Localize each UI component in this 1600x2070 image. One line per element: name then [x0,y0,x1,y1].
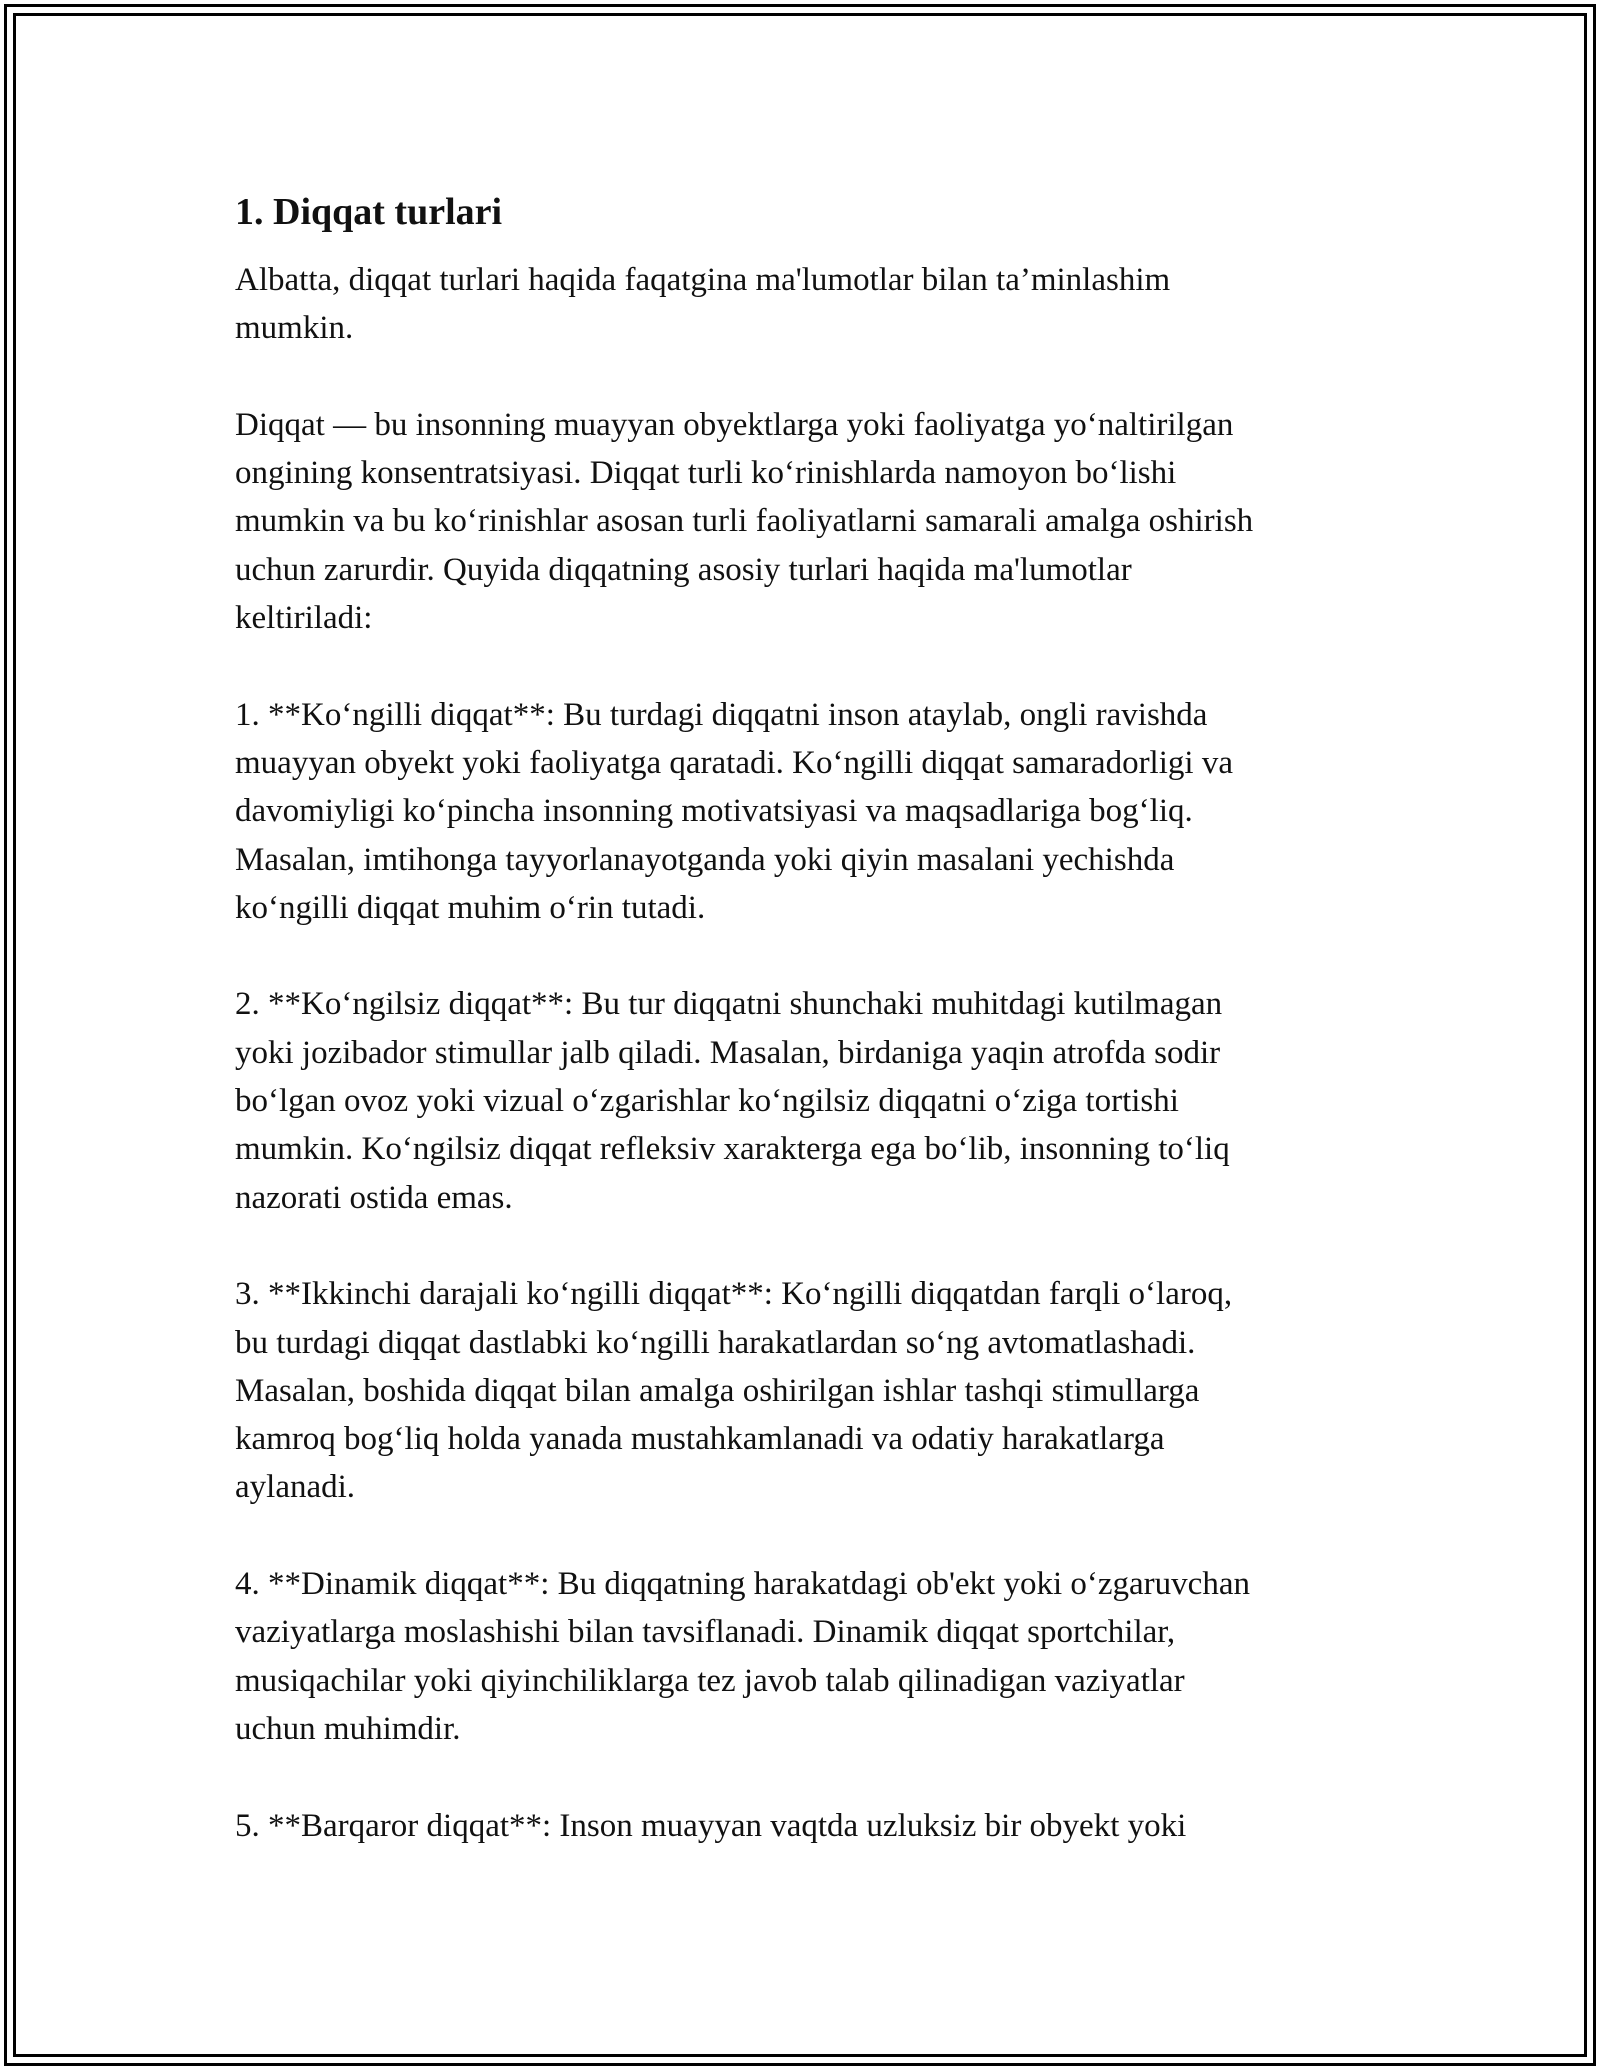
paragraph-line: bo‘lgan ovoz yoki vizual o‘zgarishlar ko‘ngilsiz diqqatni o‘ziga tortishi [235,1083,1179,1120]
list-item-secondary-voluntary-attention [235,1270,1375,1511]
paragraph-line: mumkin. [235,310,354,347]
paragraph-line: Albatta, diqqat turlari haqida faqatgina ma'lumotlar bilan ta’minlashim [235,262,1171,298]
paragraph-line: yoki jozibador stimullar jalb qiladi. Masalan, birdaniga yaqin atrofda sodir [235,1034,1221,1071]
paragraph-line: bu turdagi diqqat dastlabki ko‘ngilli harakatlardan so‘ng avtomatlashadi. [235,1324,1196,1361]
paragraph-line: kamroq bog‘liq holda yanada mustahkamlanadi va odatiy harakatlarga [235,1421,1165,1458]
paragraph-line: vaziyatlarga moslashishi bilan tavsiflanadi. Dinamik diqqat sportchilar, [235,1614,1176,1651]
paragraph-line: mumkin va bu ko‘rinishlar asosan turli faoliyatlarni samarali amalga oshirish [235,503,1254,540]
paragraph-line: Masalan, imtihonga tayyorlanayotganda yoki qiyin masalani yechishda [235,841,1175,878]
paragraph-line: 4. **Dinamik diqqat**: Bu diqqatning harakatdagi ob'ekt yoki o‘zgaruvchan [235,1566,1250,1603]
paragraph-line: Diqqat — bu insonning muayyan obyektlarga yoki faoliyatga yo‘naltirilgan [235,406,1234,443]
paragraph-line: nazorati ostida emas. [235,1179,513,1216]
paragraph-line: muayyan obyekt yoki faoliyatga qaratadi. Ko‘ngilli diqqat samaradorligi va [235,744,1233,781]
paragraph-intro [235,256,1375,353]
paragraph-line: keltiriladi: [235,600,373,637]
paragraph-line: mumkin. Ko‘ngilsiz diqqat refleksiv xarakterga ega bo‘lib, insonning to‘liq [235,1131,1230,1168]
list-item-involuntary-attention [235,980,1375,1221]
paragraph-line: uchun zarurdir. Quyida diqqatning asosiy turlari haqida ma'lumotlar [235,551,1132,588]
list-item-dynamic-attention [235,1560,1375,1753]
paragraph-definition [235,401,1375,642]
document-body [235,186,1375,1850]
paragraph-line: 1. **Ko‘ngilli diqqat**: Bu turdagi diqqatni inson ataylab, ongli ravishda [235,696,1208,733]
list-item-stable-attention [235,1802,1375,1850]
paragraph-line: 3. **Ikkinchi darajali ko‘ngilli diqqat**: Ko‘ngilli diqqatdan farqli o‘laroq, [235,1276,1233,1313]
paragraph-line: ongining konsentratsiyasi. Diqqat turli ko‘rinishlarda namoyon bo‘lishi [235,455,1177,492]
paragraph-line: 2. **Ko‘ngilsiz diqqat**: Bu tur diqqatni shunchaki muhitdagi kutilmagan [235,986,1223,1023]
paragraph-line: 5. **Barqaror diqqat**: Inson muayyan vaqtda uzluksiz bir obyekt yoki [235,1807,1187,1844]
paragraph-line: uchun muhimdir. [235,1710,461,1747]
document-heading: 1. Diqqat turlari [235,191,503,233]
paragraph-line: davomiyligi ko‘pincha insonning motivatsiyasi va maqsadlariga bog‘liq. [235,793,1193,830]
paragraph-line: musiqachilar yoki qiyinchiliklarga tez javob talab qilinadigan vaziyatlar [235,1662,1185,1699]
paragraph-line: aylanadi. [235,1469,356,1506]
paragraph-line: Masalan, boshida diqqat bilan amalga oshirilgan ishlar tashqi stimullarga [235,1372,1200,1409]
list-item-voluntary-attention [235,691,1375,932]
paragraph-line: ko‘ngilli diqqat muhim o‘rin tutadi. [235,889,706,926]
